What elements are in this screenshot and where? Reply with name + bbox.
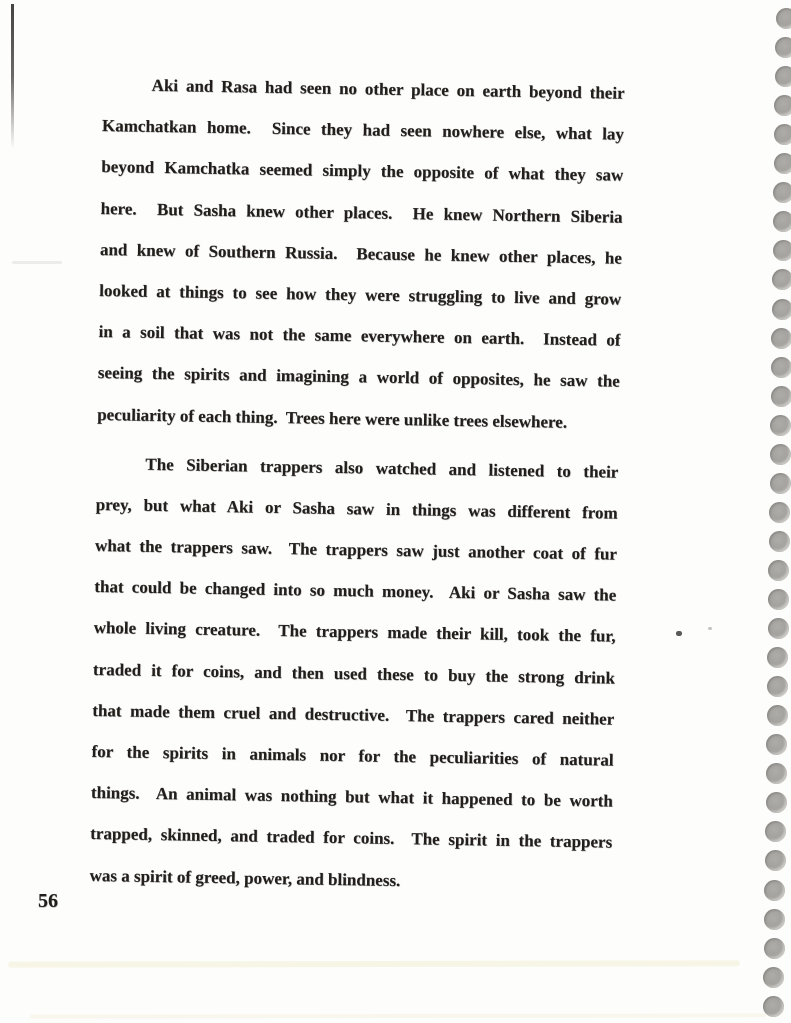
- binding-hole: [768, 589, 789, 610]
- binding-hole: [773, 240, 791, 261]
- text-line: Kamchatkan home. Since they had seen nowhere else, what lay: [101, 116, 625, 144]
- binding-hole: [770, 415, 791, 436]
- binding-hole: [772, 299, 791, 320]
- paragraph: [89, 443, 618, 905]
- page-number: 56: [38, 890, 58, 912]
- text-line: trapped, skinned, and traded for coins. The spirit in the trappers: [90, 824, 613, 852]
- binding-hole: [771, 328, 791, 349]
- binding-hole: [764, 938, 785, 959]
- binding-hole: [764, 909, 785, 930]
- binding-hole: [768, 618, 789, 639]
- text-line: that could be changed into so much money. Aki or Sasha saw the: [94, 577, 617, 605]
- binding-hole: [772, 269, 791, 290]
- scan-smudge: [12, 261, 62, 264]
- binding-hole: [771, 357, 791, 378]
- text-line: in a soil that was not the same everywhere on earth. Instead of: [98, 322, 621, 350]
- binding-hole: [774, 153, 791, 174]
- scan-speck: [708, 627, 712, 630]
- binding-hole: [765, 850, 786, 871]
- scan-stain-band: [30, 1013, 766, 1018]
- text-line: and knew of Southern Russia. Because he knew other places, he: [99, 239, 623, 268]
- binding-hole: [766, 763, 787, 784]
- text-line: peculiarity of each thing. Trees here were unlike trees elsewhere.: [97, 404, 568, 432]
- binding-hole: [769, 531, 790, 552]
- binding-hole: [764, 880, 785, 901]
- binding-hole: [774, 95, 791, 116]
- text-line: here. But Sasha knew other places. He knew Northern Siberia: [100, 198, 623, 227]
- text-line: for the spirits in animals nor for the peculiarities of natural: [91, 741, 614, 770]
- binding-hole: [771, 386, 791, 407]
- text-line: things. An animal was nothing but what it happened to be worth: [90, 783, 614, 811]
- binding-hole: [773, 211, 791, 232]
- binding-hole: [763, 996, 784, 1017]
- binding-hole: [776, 8, 791, 29]
- text-line: prey, but what Aki or Sasha saw in things was different from: [95, 494, 618, 523]
- paragraph: [97, 64, 625, 443]
- text-line: traded it for coins, and then used these to buy the strong drink: [92, 659, 616, 688]
- binding-hole: [768, 560, 789, 581]
- binding-hole: [767, 705, 788, 726]
- text-line: The Siberian trappers also watched and listened to their: [145, 454, 619, 482]
- binding-hole: [765, 821, 786, 842]
- binding-hole: [774, 124, 791, 145]
- binding-hole: [775, 66, 791, 87]
- text-line: whole living creature. The trappers made their kill, took the fur,: [93, 618, 616, 647]
- text-line: that made them cruel and destructive. The trappers cared neither: [92, 700, 615, 729]
- binding-hole: [770, 444, 791, 465]
- text-line: Aki and Rasa had seen no other place on earth beyond their: [151, 75, 625, 103]
- body-text: [89, 64, 625, 904]
- binding-hole: [767, 647, 788, 668]
- text-line: what the trappers saw. The trappers saw just another coat of fur: [94, 535, 618, 564]
- binding-hole: [763, 967, 784, 988]
- binding-hole: [766, 792, 787, 813]
- text-line: looked at things to see how they were struggling to live and grow: [99, 280, 622, 309]
- binding-hole: [770, 473, 791, 494]
- text-line: beyond Kamchatka seemed simply the opposite of what they saw: [101, 157, 624, 186]
- binding-hole: [766, 734, 787, 755]
- binding-hole: [769, 502, 790, 523]
- binding-hole: [767, 676, 788, 697]
- binding-hole: [773, 182, 791, 203]
- text-line: was a spirit of greed, power, and blindness.: [89, 865, 401, 890]
- text-line: seeing the spirits and imagining a world of opposites, he saw the: [97, 363, 620, 391]
- scan-stain-band: [8, 960, 740, 967]
- scan-edge-line: [11, 4, 14, 149]
- scan-speck: [676, 631, 682, 636]
- binding-hole: [775, 37, 791, 58]
